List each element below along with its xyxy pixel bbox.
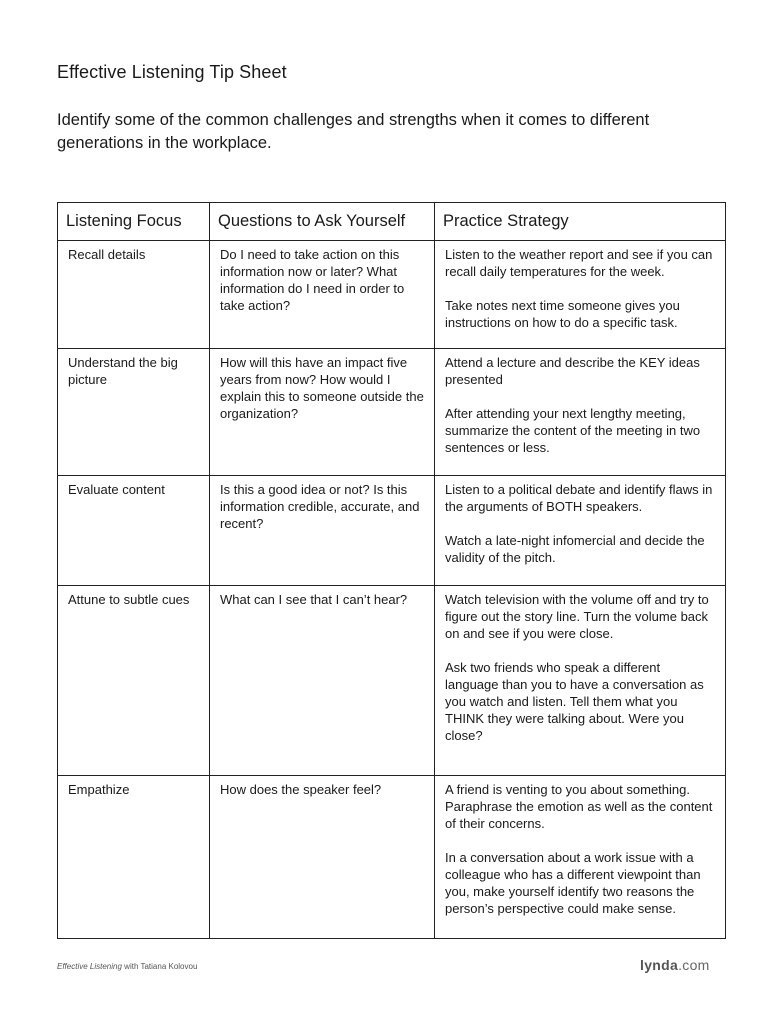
strategy-text: Attend a lecture and describe the KEY ideas presented <box>445 355 700 387</box>
strategy-text: After attending your next lengthy meeting, summarize the content of the meeting in two sentences or less. <box>445 406 701 455</box>
focus-cell: Evaluate content <box>58 476 210 586</box>
tips-table <box>57 202 726 939</box>
table-row <box>58 241 726 349</box>
question-cell: How will this have an impact five years from now? How would I explain this to someone outside the organization? <box>210 349 435 476</box>
strategy-text: A friend is venting to you about something. Paraphrase the emotion as well as the content of their concerns. <box>445 782 713 831</box>
strategy-cell <box>435 476 726 586</box>
strategy-text: Watch a late-night infomercial and decide the validity of the pitch. <box>445 533 705 565</box>
strategy-text: Take notes next time someone gives you instructions on how to do a specific task. <box>445 298 680 330</box>
strategy-cell <box>435 241 726 349</box>
table-header-row <box>58 203 726 241</box>
question-cell: What can I see that I can’t hear? <box>210 586 435 776</box>
table-row <box>58 476 726 586</box>
strategy-text: In a conversation about a work issue with a colleague who has a different viewpoint than you, make yourself identify two reasons the person’s perspective could make sense. <box>445 850 701 916</box>
question-cell: Is this a good idea or not? Is this information credible, accurate, and recent? <box>210 476 435 586</box>
intro-text: Identify some of the common challenges and strengths when it comes to different generations in the workplace. <box>57 111 650 152</box>
footer-course-credit <box>57 962 197 971</box>
footer-course-title: Effective Listening <box>57 962 122 971</box>
strategy-cell <box>435 776 726 939</box>
brand-logo-bold: lynda <box>640 957 679 973</box>
table-row <box>58 586 726 776</box>
strategy-cell <box>435 349 726 476</box>
strategy-text: Listen to the weather report and see if you can recall daily temperatures for the week. <box>445 247 713 279</box>
table-row <box>58 349 726 476</box>
brand-logo <box>640 957 710 973</box>
header-practice-strategy: Practice Strategy <box>435 203 726 241</box>
focus-cell: Attune to subtle cues <box>58 586 210 776</box>
header-listening-focus: Listening Focus <box>58 203 210 241</box>
strategy-text: Listen to a political debate and identify flaws in the arguments of BOTH speakers. <box>445 482 713 514</box>
footer-byline: with Tatiana Kolovou <box>121 962 198 971</box>
strategy-text: Watch television with the volume off and try to figure out the story line. Turn the volume back on and see if you were close. <box>445 592 709 641</box>
focus-cell: Recall details <box>58 241 210 349</box>
strategy-text: Ask two friends who speak a different language than you to have a conversation as you watch and listen. Tell them what you THINK they were talking about. Were you close? <box>445 660 704 743</box>
question-cell: Do I need to take action on this information now or later? What information do I need in order to take action? <box>210 241 435 349</box>
focus-cell: Understand the big picture <box>58 349 210 476</box>
header-questions: Questions to Ask Yourself <box>210 203 435 241</box>
page-title: Effective Listening Tip Sheet <box>57 62 287 82</box>
focus-cell: Empathize <box>58 776 210 939</box>
brand-logo-suffix: .com <box>678 957 710 973</box>
table-row <box>58 776 726 939</box>
question-cell: How does the speaker feel? <box>210 776 435 939</box>
strategy-cell <box>435 586 726 776</box>
